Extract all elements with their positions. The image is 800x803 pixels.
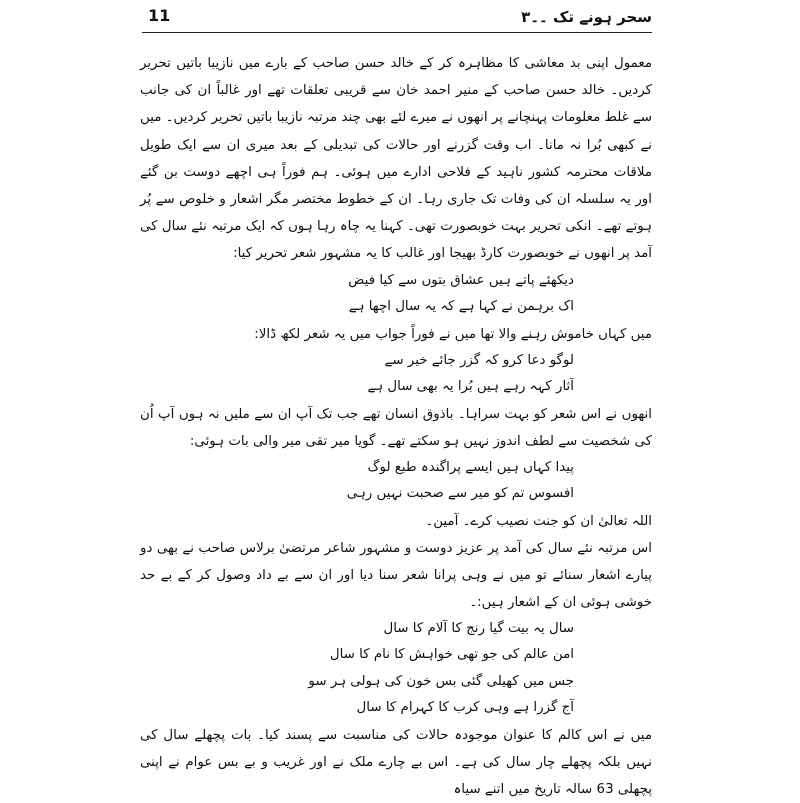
paragraph: میں کہاں خاموش رہنے والا تھا میں نے فوراً جواب میں یہ شعر لکھ ڈالا: [254,326,652,342]
paragraph: اللہ تعالیٰ ان کو جنت نصیب کرے۔ آمین۔ [425,513,652,529]
verse-line: پیدا کہاں ہیں ایسے پراگندہ طبع لوگ [367,459,574,475]
verse-couplet [140,348,652,401]
paragraph: انھوں نے اس شعر کو بہت سراہا۔ باذوق انسان تھے جب تک آپ ان سے ملیں نہ ہوں آپ اُن کی شخصیت سے لطف اندوز نہیں ہو سکتے تھے۔ گویا میر تقی میر والی بات ہوئی: [140,406,652,449]
verse-line: آج گزرا ہے وہی کرب کا کہرام کا سال [356,700,574,716]
verse-line: سال یہ بیت گیا رنج کا آلام کا سال [383,620,574,636]
verse-line: امن عالم کی جو تھی خواہش کا نام کا سال [329,647,574,663]
paragraph: اس مرتبہ نئے سال کی آمد پر عزیز دوست و مشہور شاعر مرتضیٰ برلاس صاحب نے بھی دو پیارے اشعار سنائے تو میں نے وہی پرانا شعر سنا دیا اور ان سے بے داد وصول کر کے بے حد خوشی ہوئی ان کے اشعار ہیں:۔ [140,540,652,610]
verse-line: جس میں کھیلی گئی بس خون کی ہولی ہر سو [308,673,574,689]
verse-line: اک برہمن نے کہا ہے کہ یہ سال اچھا ہے [348,299,574,315]
body-text [140,50,652,803]
paragraph: معمول اپنی بد معاشی کا مظاہرہ کر کے خالد حسن صاحب کے بارے میں نازیبا باتیں تحریر کردیں۔ خالد حسن صاحب کے منیر احمد خان سے قریبی تعلقات تھے اور غالباً ان کی جانب سے غلط معلومات پہنچانے پر انھوں نے میرے لئے بھی چند مرتبہ نازیبا باتیں تحریر کردیں۔ میں نے کبھی بُرا نہ مانا۔ اب وقت گزرنے اور حالات کی تبدیلی کے بعد میری ان سے ایک طویل ملاقات محترمہ کشور ناہید کے فلاحی ادارے میں ہوئی۔ ہم فوراً ہی اچھے دوست بن گئے اور یہ سلسلہ ان کی وفات تک جاری رہا۔ ان کے خطوط مختصر مگر اشعار و خلوص سے پُر ہوتے تھے۔ انکی تحریر بہت خوبصورت تھی۔ کہنا یہ چاہ رہا ہوں کہ ایک مرتبہ نئے سال کی آمد پر انھوں نے خوبصورت کارڈ بھیجا اور غالب کا یہ مشہور شعر تحریر کیا: [140,56,652,262]
verse-couplet [140,268,652,321]
verse-line: آثار کہہ رہے ہیں بُرا یہ بھی سال ہے [367,379,574,395]
verse-stanza [140,616,652,722]
verse-line: افسوس تم کو میر سے صحبت نہیں رہی [346,486,574,502]
verse-couplet [140,455,652,508]
running-header [142,0,652,33]
page-number: 11 [148,6,171,25]
running-title: سحر ہونے تک ۔۔۳ [521,8,652,26]
verse-line: لوگو دعا کرو کہ گزر جائے خیر سے [384,352,574,368]
paragraph: میں نے اس کالم کا عنوان موجودہ حالات کی مناسبت سے پسند کیا۔ بات پچھلے سال کی نہیں بلکہ پچھلے چار سال کی ہے۔ اس بے چارے ملک نے اور غریب و بے بس عوام نے اپنی پچھلی 63 سالہ تاریخ میں اتنے سیاہ [140,727,652,797]
verse-line: دیکھئے پاتے ہیں عشاق بتوں سے کیا فیض [348,272,574,288]
